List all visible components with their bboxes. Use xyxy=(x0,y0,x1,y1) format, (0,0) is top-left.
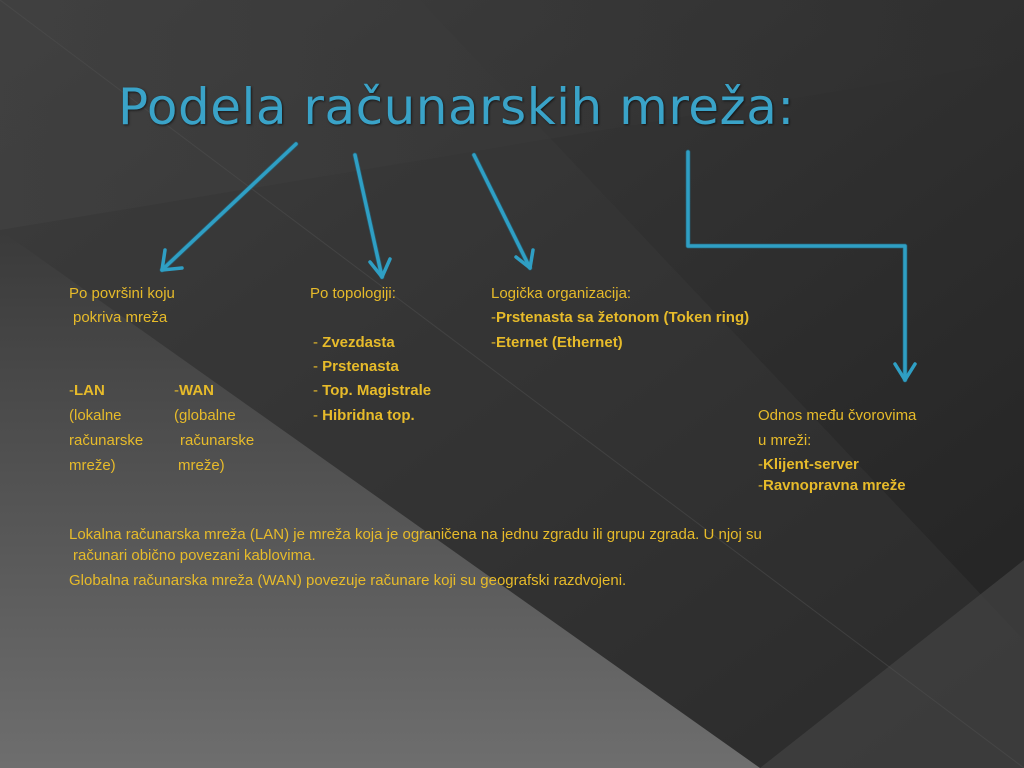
topology-heading: Po topologiji: xyxy=(310,285,396,302)
lan-desc-3: mreže) xyxy=(69,457,116,474)
topology-item-text: Zvezdasta xyxy=(322,334,395,351)
node-relation-item-text: Klijent-server xyxy=(763,456,859,473)
topology-item-text: Prstenasta xyxy=(322,358,399,375)
lan-label: -LAN xyxy=(69,382,105,399)
arrow-node-relation xyxy=(688,152,915,380)
wan-label-text: WAN xyxy=(179,382,214,399)
lan-desc-1: (lokalne xyxy=(69,407,122,424)
wan-desc-1: (globalne xyxy=(174,407,236,424)
wan-desc-3: mreže) xyxy=(178,457,225,474)
topology-item: - Zvezdasta xyxy=(313,334,395,351)
area-heading-line1: Po površini koju xyxy=(69,285,175,302)
logical-item-text: Prstenasta sa žetonom (Token ring) xyxy=(496,309,750,326)
area-heading-line2: pokriva mreža xyxy=(73,309,168,326)
lan-paragraph-line2: računari obično povezani kablovima. xyxy=(73,547,316,564)
wan-desc-2: računarske xyxy=(180,432,255,449)
node-relation-heading-line1: Odnos među čvorovima xyxy=(758,407,917,424)
topology-item: - Prstenasta xyxy=(313,358,399,375)
topology-item: - Top. Magistrale xyxy=(313,382,432,399)
topology-item: - Hibridna top. xyxy=(313,407,415,424)
wan-label: -WAN xyxy=(174,382,214,399)
slide-title: Podela računarskih mreža: xyxy=(118,78,795,136)
lan-desc-2: računarske xyxy=(69,432,144,449)
node-relation-heading-line2: u mreži: xyxy=(758,432,812,449)
node-relation-item-text: Ravnopravna mreže xyxy=(763,477,906,494)
arrow-topology xyxy=(355,155,390,277)
lan-paragraph-line1: Lokalna računarska mreža (LAN) je mreža koja je ograničena na jednu zgradu ili grupu zgrada. U njoj su xyxy=(69,526,762,543)
topology-item-text: Top. Magistrale xyxy=(322,382,432,399)
node-relation-item: -Ravnopravna mreže xyxy=(758,477,906,494)
logical-item: -Eternet (Ethernet) xyxy=(491,334,623,351)
logical-heading: Logička organizacija: xyxy=(491,285,632,302)
node-relation-item: -Klijent-server xyxy=(758,456,859,473)
topology-item-text: Hibridna top. xyxy=(322,407,415,424)
logical-item-text: Eternet (Ethernet) xyxy=(496,334,623,351)
logical-item: -Prstenasta sa žetonom (Token ring) xyxy=(491,309,750,326)
arrow-area xyxy=(162,144,296,270)
lan-label-text: LAN xyxy=(74,382,105,399)
wan-paragraph: Globalna računarska mreža (WAN) povezuje računare koji su geografski razdvojeni. xyxy=(69,572,627,589)
